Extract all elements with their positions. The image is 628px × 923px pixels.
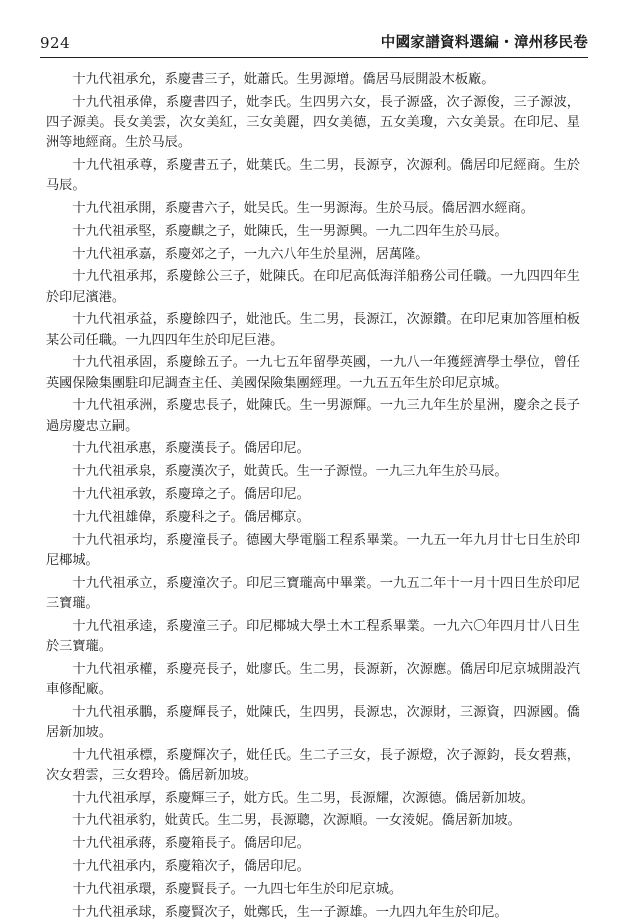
genealogy-entry: 十九代祖承厚，系慶輝三子，妣方氏。生二男，長源耀，次源德。僑居新加坡。 (72, 790, 534, 806)
genealogy-entry: 十九代祖承球，系慶賢次子，妣鄭氏，生一子源雄。一九四九年生於印尼。 (72, 904, 508, 920)
genealogy-entry: 十九代祖承惠，系慶漢長子。僑居印尼。 (72, 441, 310, 457)
genealogy-entry: 十九代祖承標，系慶輝次子，妣任氏。生二子三女，長子源燈，次子源鈞，長女碧燕，次女碧雲，三女碧玲。僑居新加坡。 (46, 747, 580, 783)
genealogy-entry: 十九代祖承允，系慶書三子，妣蕭氏。生男源增。僑居马辰開設木板廠。 (72, 72, 495, 87)
genealogy-entry: 十九代祖承均，系慶潼長子。德國大學電腦工程系畢業。一九五一年九月廿七日生於印尼椰城。 (46, 532, 580, 568)
genealogy-entry: 十九代祖承環，系慶賢長子。一九四七年生於印尼京城。 (72, 881, 403, 897)
genealogy-entry: 十九代祖承邦，系慶餘公三子，妣陳氏。在印尼高低海洋船務公司任職。一九四四年生於印尼濱港。 (46, 269, 580, 305)
genealogy-entry: 十九代祖承洲，系慶忠長子，妣陳氏。生一男源輝。一九三九年生於星洲，慶余之長子過房慶忠立嗣。 (46, 398, 580, 434)
page-header (40, 30, 588, 58)
genealogy-entry: 十九代祖承蔣，系慶箱長子。僑居印尼。 (72, 836, 310, 852)
genealogy-entry: 十九代祖承豹，妣黄氏。生二男，長源聰，次源順。一女淩妮。僑居新加坡。 (72, 813, 521, 829)
genealogy-entry: 十九代祖承立，系慶潼次子。印尼三寶瓏高中畢業。一九五二年十一月十四日生於印尼三寶瓏。 (46, 575, 580, 611)
genealogy-entry: 十九代祖承權，系慶亮長子，妣廖氏。生二男，長源新，次源應。僑居印尼京城開設汽車修配廠。 (46, 661, 580, 697)
genealogy-entry: 十九代祖承堅，系慶麒之子，妣陳氏，生一男源興。一九二四年生於马辰。 (72, 223, 508, 239)
genealogy-entry: 十九代祖承益，系慶餘四子，妣池氏。生二男，長源江，次源鑽。在印尼東加答厘柏板某公司任職。一九四四年生於印尼巨港。 (46, 312, 580, 348)
genealogy-entry: 十九代祖承鵬，系慶輝長子，妣陳氏，生四男，長源忠，次源財，三源資，四源國。僑居新加坡。 (46, 704, 580, 740)
genealogy-entry: 十九代祖承固，系慶餘五子。一九七五年留學英國，一九八一年獲經濟學士學位，曾任英國保險集團駐印尼調查主任、美國保險集團經理。一九五五年生於印尼京城。 (46, 355, 580, 391)
genealogy-entry: 十九代祖雄偉，系慶科之子。僑居椰京。 (72, 509, 310, 525)
genealogy-entries (40, 70, 588, 923)
book-title: 中國家譜資料選編・漳州移民卷 (380, 34, 588, 51)
genealogy-entry: 十九代祖承偉，系慶書四子，妣李氏。生四男六女，長子源盛，次子源俊，三子源波，四子源美。長女美雲，次女美紅，三女美麗，四女美德，五女美瓊，六女美景。在印尼、星洲等地經商。生於马辰。 (46, 94, 580, 151)
genealogy-entry: 十九代祖承内，系慶箱次子，僑居印尼。 (72, 858, 310, 874)
genealogy-entry: 十九代祖承開，系慶書六子，妣吴氏。生一男源海。生於马辰。僑居泗水經商。 (72, 201, 534, 216)
genealogy-entry: 十九代祖承嘉，系慶郊之子，一九六八年生於星洲，居萬隆。 (72, 246, 429, 262)
page-number: 924 (40, 34, 71, 52)
genealogy-entry: 十九代祖承敦，系慶璋之子。僑居印尼。 (72, 486, 310, 502)
genealogy-entry: 十九代祖承逵，系慶潼三子。印尼椰城大學土木工程系畢業。一九六〇年四月廿八日生於三寶瓏。 (46, 618, 580, 654)
genealogy-entry: 十九代祖承泉，系慶漢次子，妣黄氏。生一子源愷。一九三九年生於马辰。 (72, 464, 508, 480)
genealogy-entry: 十九代祖承尊，系慶書五子，妣葉氏。生二男，長源亨，次源利。僑居印尼經商。生於马辰。 (46, 158, 580, 194)
